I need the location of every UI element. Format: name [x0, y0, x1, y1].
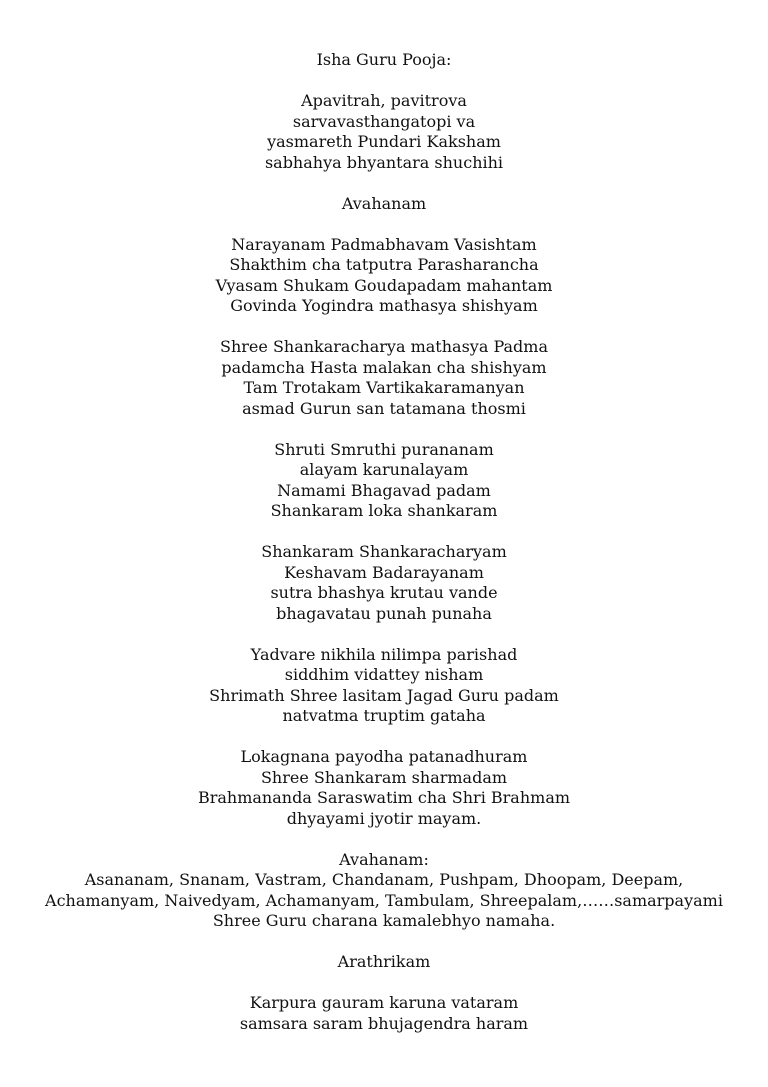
section-heading-avahanam: [0, 194, 768, 215]
section-heading-arathrikam: [0, 952, 768, 973]
verse-line: bhagavatau punah punaha: [276, 603, 492, 623]
verse-line: yasmareth Pundari Kaksham: [267, 132, 501, 151]
stanza-gap: [0, 173, 768, 194]
section-heading: Avahanam:: [339, 849, 429, 869]
verse-line: natvatma truptim gataha: [282, 706, 486, 725]
verse-line: Vyasam Shukam Goudapadam mahantam: [215, 275, 553, 295]
verse-line: padamcha Hasta malakan cha shishyam: [221, 357, 547, 377]
verse-line: Lokagnana payodha patanadhuram: [240, 747, 528, 766]
stanza-gap: [0, 522, 768, 543]
stanza-gap: [0, 419, 768, 440]
verse-line: Shruti Smruthi purananam: [274, 439, 494, 459]
verse-line: Brahmananda Saraswatim cha Shri Brahmam: [197, 788, 571, 807]
verse-line: Apavitrah, pavitrova: [301, 91, 467, 110]
verse-line: siddhim vidattey nisham: [284, 665, 484, 684]
section-heading: Arathrikam: [337, 952, 431, 971]
verse-line: Asananam, Snanam, Vastram, Chandanam, Pushpam, Dhoopam, Deepam,: [84, 870, 684, 889]
stanza-shankaram: [0, 542, 768, 624]
verse-line: Shakthim cha tatputra Parasharancha: [229, 255, 539, 274]
verse-line: Yadvare nikhila nilimpa parishad: [250, 644, 518, 664]
verse-line: Shankaram Shankaracharyam: [261, 542, 507, 561]
stanza-gap: [0, 214, 768, 235]
verse-line: Govinda Yogindra mathasya shishyam: [230, 296, 538, 315]
verse-line: samsara saram bhujagendra haram: [239, 1013, 529, 1033]
verse-line: Namami Bhagavad padam: [277, 480, 491, 500]
verse-line: Achamanyam, Naivedyam, Achamanyam, Tambulam, Shreepalam,……samarpayami: [45, 890, 723, 910]
verse-line: Narayanam Padmabhavam Vasishtam: [231, 234, 537, 254]
page-title: Isha Guru Pooja:: [316, 50, 452, 69]
stanza-lokagnana: [0, 747, 768, 829]
verse-line: Shree Shankaracharya mathasya Padma: [220, 337, 548, 356]
stanza-shree-shankaracharya: [0, 337, 768, 419]
verse-line: sarvavasthangatopi va: [292, 111, 476, 131]
verse-line: dhyayami jyotir mayam.: [286, 808, 482, 828]
verse-line: sabhahya bhyantara shuchihi: [264, 152, 504, 172]
stanza-shruti: [0, 440, 768, 522]
stanza-gap: [0, 727, 768, 748]
stanza-gap: [0, 317, 768, 338]
stanza-offerings: [0, 850, 768, 932]
verse-line: Shrimath Shree lasitam Jagad Guru padam: [209, 685, 559, 705]
stanza-yadvare: [0, 645, 768, 727]
stanza-apavitrah: [0, 91, 768, 173]
verse-line: Karpura gauram karuna vataram: [249, 993, 519, 1012]
verse-line: Keshavam Badarayanam: [284, 562, 484, 582]
stanza-gap: [0, 973, 768, 994]
stanza-gap: [0, 932, 768, 953]
verse-line: asmad Gurun san tatamana thosmi: [242, 398, 526, 418]
stanza-karpura: [0, 993, 768, 1034]
verse-line: sutra bhashya krutau vande: [270, 583, 498, 602]
verse-line: Shankaram loka shankaram: [270, 501, 498, 520]
verse-line: Shree Guru charana kamalebhyo namaha.: [212, 911, 556, 930]
stanza-gap: [0, 624, 768, 645]
stanza-gap: [0, 829, 768, 850]
verse-line: Tam Trotakam Vartikakaramanyan: [243, 378, 525, 397]
stanza-narayanam: [0, 235, 768, 317]
section-heading: Avahanam: [341, 193, 427, 213]
verse-line: Shree Shankaram sharmadam: [260, 767, 508, 787]
verse-line: alayam karunalayam: [299, 460, 469, 479]
